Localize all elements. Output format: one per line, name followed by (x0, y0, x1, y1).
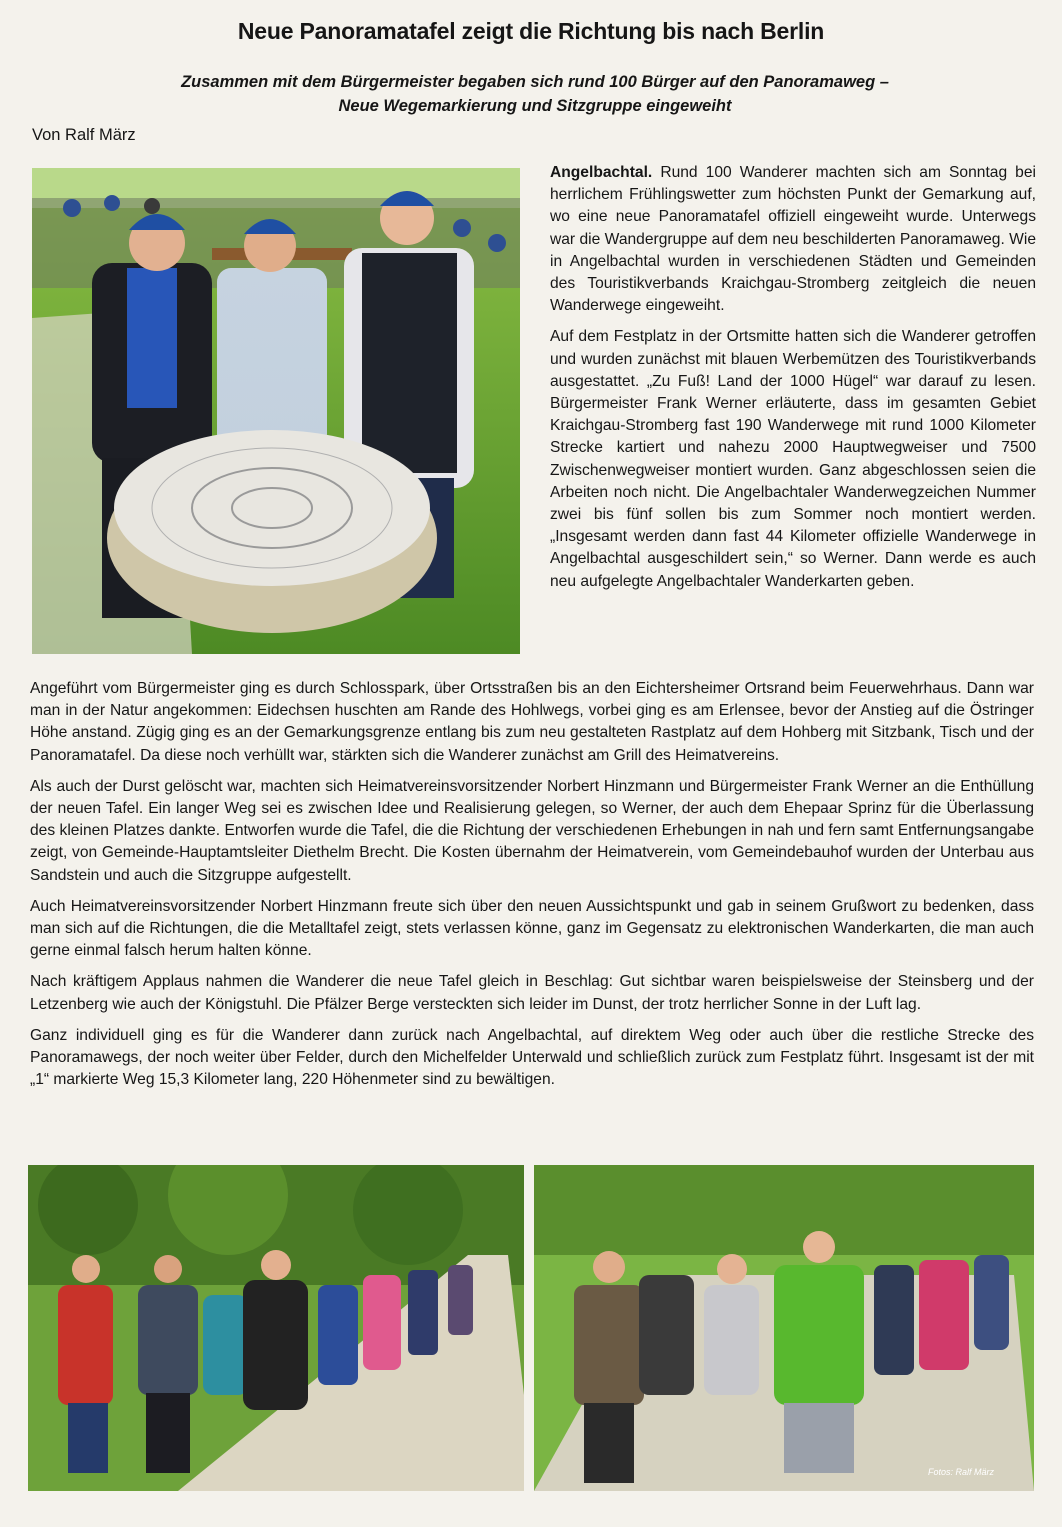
photo-credit: Fotos: Ralf März (927, 1467, 994, 1477)
subheadline-line-2: Neue Wegemarkierung und Sitzgruppe eingeweiht (338, 97, 732, 115)
photo-panorama-table (32, 168, 520, 654)
paragraph-6: Nach kräftigem Applaus nahmen die Wanderer die neue Tafel gleich in Beschlag: Gut sichtbar waren beispielsweise der Steinsberg und der Letzenberg wie auch der Königstuhl. Die Pfälzer Berge versteckten sich leider im Dunst, der trotz herrlicher Sonne in der Luft lag. (30, 973, 1034, 1013)
byline: Von Ralf März (32, 126, 136, 144)
subheadline-line-1: Zusammen mit dem Bürgermeister begaben sich rund 100 Bürger auf den Panoramaweg – (181, 73, 889, 91)
paragraph-1 (550, 162, 1036, 317)
paragraph-7: Ganz individuell ging es für die Wanderer dann zurück nach Angelbachtal, auf direktem Weg oder auch über die restliche Strecke des Panoramawegs, der noch weiter über Felder, durch den Michelfelder Unterwald und schließlich zurück zum Festplatz führt. Insgesamt ist der mit „1“ markierte Weg 15,3 Kilometer lang, 220 Höhenmeter sind zu bewältigen. (30, 1026, 1034, 1089)
paragraph-3: Angeführt vom Bürgermeister ging es durch Schlosspark, über Ortsstraßen bis an den Eichtersheimer Ortsrand beim Feuerwehrhaus. Dann war man in der Natur angekommen: Eidechsen huschten am Rande des Hohlwegs, vorbei ging es am Erlensee, bevor der Anstieg auf die Östringer Höhe anstand. Zügig ging es an der Gemarkungsgrenze entlang bis zum neu gestalteten Rastplatz auf dem Hohberg mit Sitzbank, Tisch und der Panoramatafel. Da diese noch verhüllt war, stärkten sich die Wanderer zunächst am Grill des Heimatvereins. (30, 680, 1034, 764)
headline: Neue Panoramatafel zeigt die Richtung bis nach Berlin (237, 18, 825, 44)
subheadline (80, 70, 990, 118)
photo-hikers-right (534, 1165, 1034, 1491)
paragraph-4: Als auch der Durst gelöscht war, machten sich Heimatvereinsvorsitzender Norbert Hinzmann und Bürgermeister Frank Werner an die Enthüllung der neuen Tafel. Ein langer Weg sei es zwischen Idee und Realisierung gelegen, so Werner, der auch dem Ehepaar Sprinz für die Überlassung des kleinen Platzes dankte. Entworfen wurde die Tafel, die die Richtung der verschiedenen Erhebungen in nah und fern samt Entfernungsangabe zeigt, von Gemeinde-Hauptamtsleiter Diethelm Brecht. Die Kosten übernahm der Heimatverein, vom Gemeindebauhof wurden der Unterbau aus Sandstein und auch die Sitzgruppe aufgestellt. (30, 777, 1034, 884)
photo-hikers-left (28, 1165, 524, 1491)
article-body (30, 678, 1034, 1100)
paragraph-1-text: Rund 100 Wanderer machten sich am Sonntag bei herrlichem Frühlingswetter zum höchsten Punkt der Gemarkung auf, wo eine neue Panoramatafel offiziell eingeweiht wurde. Unterwegs war die Wandergruppe auf dem neu beschilderten Panoramaweg. Wie in Angelbachtal wurden in verschiedenen Städten und Gemeinden des Touristikverbands Kraichgau-Stromberg zeitgleich die neuen Wanderwege eingeweiht. (550, 164, 1036, 315)
paragraph-5: Auch Heimatvereinsvorsitzender Norbert Hinzmann freute sich über den neuen Aussichtspunkt und gab in seinem Grußwort zu bedenken, dass man sich auf die Richtungen, die die Metalltafel zeigt, stets verlassen könne, ganz im Gegensatz zu elektronischen Wanderkarten, die man auch gerne einmal falsch herum halten könne. (30, 897, 1034, 960)
paragraph-2: Auf dem Festplatz in der Ortsmitte hatten sich die Wanderer getroffen und wurden zunächst mit blauen Werbemützen des Touristikverbands ausgestattet. „Zu Fuß! Land der 1000 Hügel“ war darauf zu lesen. Bürgermeister Frank Werner erläuterte, dass im gesamten Gebiet Kraichgau-Stromberg fast 190 Wanderwege mit rund 1000 Kilometer Strecke kartiert und nahezu 2000 Hauptwegweiser und 7500 Zwischenwegweiser montiert wurden. Ganz abgeschlossen seien die Arbeiten noch nicht. Die Angelbachtaler Wanderwegzeichen Nummer zwei bis fünf sollen bis zum Sommer noch montiert werden. „Insgesamt werden dann fast 44 Kilometer offizielle Wanderwege in Angelbachtal ausgeschildert sein,“ so Werner. Dann werde es auch neu aufgelegte Angelbachtaler Wanderkarten geben. (550, 328, 1036, 590)
lead-word: Angelbachtal. (550, 164, 653, 181)
article-column (550, 162, 1036, 602)
